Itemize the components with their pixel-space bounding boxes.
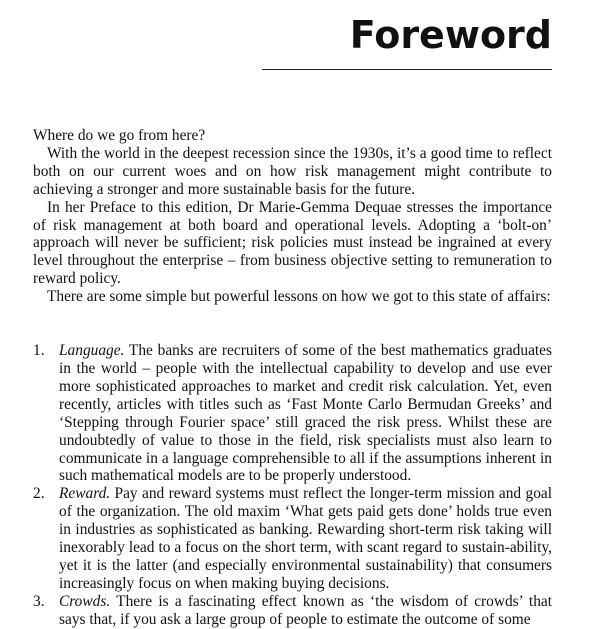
paragraph: In her Preface to this edition, Dr Marie-Gemma Dequae stresses the importance of risk management at both board and operational levels. Adopting a ‘bolt-on’ approach will never be sufficient; risk policies must instead be ingrained at every level throughout the enterprise – from business objective setting to remuneration to reward policy. <box>33 198 552 288</box>
foreword-body <box>33 127 552 629</box>
paragraph: With the world in the deepest recession since the 1930s, it’s a good time to reflect both on our current woes and on how risk management might contribute to achieving a stronger and more sustainable basis for the future. <box>33 144 552 198</box>
list-item <box>33 485 552 592</box>
list-item <box>33 342 552 485</box>
lesson-text: There is a fascinating effect known as ‘the wisdom of crowds’ that says that, if you ask a large group of people to estimate the outcome of some <box>59 592 552 628</box>
lesson-term: Crowds. <box>59 592 111 610</box>
list-number: 3. <box>33 592 45 610</box>
paragraph: There are some simple but powerful lessons on how we got to this state of affairs: <box>47 288 551 306</box>
lessons-list <box>33 342 552 629</box>
lesson-term: Language. <box>59 342 125 360</box>
list-number: 1. <box>33 342 45 360</box>
title-rule <box>262 69 552 70</box>
opening-line: Where do we go from here? <box>33 127 206 144</box>
list-item <box>33 593 552 629</box>
list-number: 2. <box>33 485 45 503</box>
lesson-term: Reward. <box>59 485 111 503</box>
lesson-text: Pay and reward systems must reflect the longer-term mission and goal of the organization. The old maxim ‘What gets paid gets done’ holds true even in industries as sophisticated as banking. Rewarding short-term risk taking will inexorably lead to a focus on the short term, with scant regard to sustain-ability, yet it is the latter (and especially environmental sustainability) that consumers increasingly focus on when making buying decisions. <box>59 485 552 592</box>
page-title: Foreword <box>349 13 552 57</box>
lesson-text: The banks are recruiters of some of the best mathematics graduates in the world – people with the intellectual capability to develop and use ever more sophisticated approaches to market and credit risk calculation. Yet, even recently, articles with titles such as ‘Fast Monte Carlo Bermudan Greeks’ and ‘Stepping through Fourier space’ still graced the risk press. Whilst these are undoubtedly of value to those in the field, risk specialists must also learn to communicate in a language comprehensible to all if the assumptions inherent in such mathematical models are to be properly understood. <box>59 342 552 485</box>
